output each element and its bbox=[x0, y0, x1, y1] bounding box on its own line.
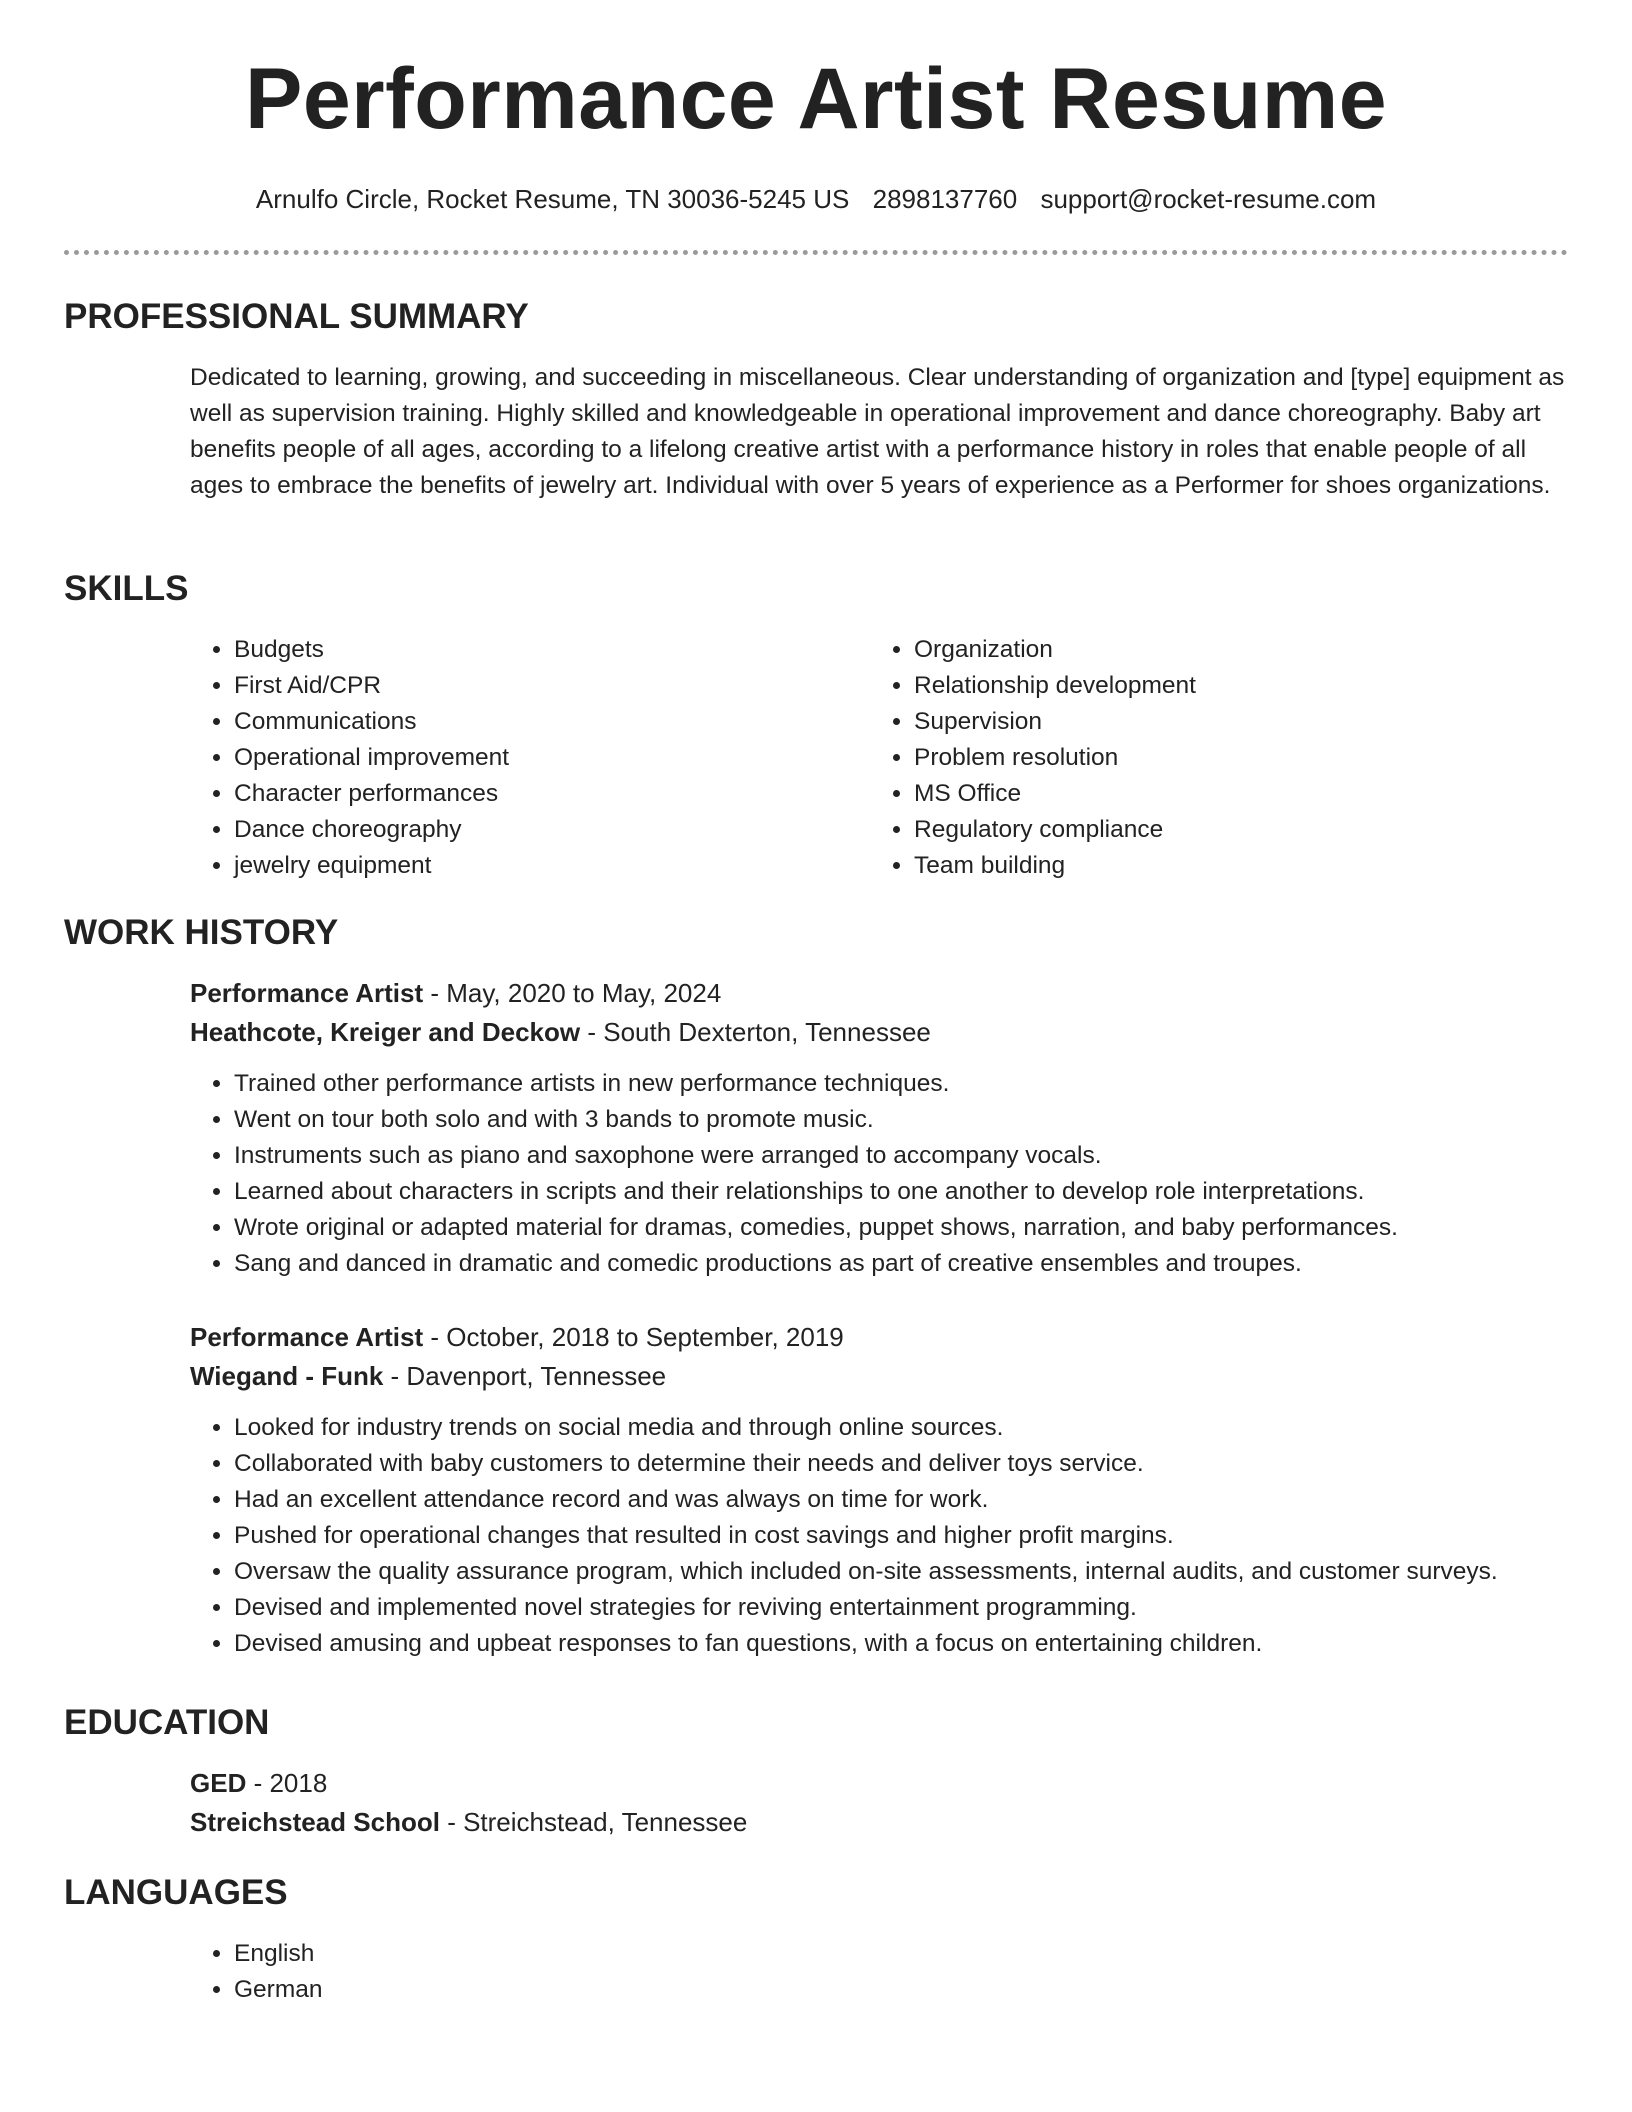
summary-section bbox=[64, 296, 1568, 504]
section-title-languages: LANGUAGES bbox=[64, 1873, 288, 1912]
languages-list bbox=[190, 1936, 1568, 2008]
skill-item: • Regulatory compliance bbox=[914, 812, 1550, 848]
skill-item: • Operational improvement bbox=[234, 740, 870, 776]
job-bullet: • Looked for industry trends on social media and through online sources. bbox=[234, 1410, 1568, 1446]
job-company: Heathcote, Kreiger and Deckow bbox=[190, 1017, 581, 1047]
job-company-line bbox=[190, 1013, 1568, 1052]
resume-title: Performance Artist Resume bbox=[244, 51, 1388, 147]
job-bullet: • Had an excellent attendance record and was always on time for work. bbox=[234, 1482, 1568, 1518]
job-company: Wiegand - Funk bbox=[190, 1361, 384, 1391]
job-dates: - May, 2020 to May, 2024 bbox=[423, 978, 722, 1008]
languages-section bbox=[64, 1872, 1568, 2008]
job-bullet: • Trained other performance artists in new performance techniques. bbox=[234, 1066, 1568, 1102]
job-bullet: • Collaborated with baby customers to determine their needs and deliver toys service. bbox=[234, 1446, 1568, 1482]
skill-item: • Relationship development bbox=[914, 668, 1550, 704]
job-role-line bbox=[190, 1318, 1568, 1357]
job-bullet: • Went on tour both solo and with 3 bands to promote music. bbox=[234, 1102, 1568, 1138]
skill-item: • Supervision bbox=[914, 704, 1550, 740]
job-bullet: • Wrote original or adapted material for dramas, comedies, puppet shows, narration, and baby performances. bbox=[234, 1210, 1568, 1246]
contact-phone: 2898137760 bbox=[872, 184, 1018, 214]
job-role: Performance Artist bbox=[190, 1322, 424, 1352]
education-entry bbox=[190, 1764, 1568, 1842]
skill-item: • MS Office bbox=[914, 776, 1550, 812]
skill-item: • Character performances bbox=[234, 776, 870, 812]
job-company-line bbox=[190, 1357, 1568, 1396]
skills-column-left bbox=[190, 632, 870, 884]
contact-line bbox=[0, 184, 1632, 215]
language-item: • German bbox=[234, 1972, 1568, 2008]
skill-item: • Problem resolution bbox=[914, 740, 1550, 776]
skills-section bbox=[64, 568, 1568, 884]
job-bullet: • Instruments such as piano and saxophone were arranged to accompany vocals. bbox=[234, 1138, 1568, 1174]
skill-item: • jewelry equipment bbox=[234, 848, 870, 884]
skill-item: • Organization bbox=[914, 632, 1550, 668]
job-bullet: • Oversaw the quality assurance program, which included on-site assessments, internal audits, and customer surveys. bbox=[234, 1554, 1568, 1590]
job-location: - South Dexterton, Tennessee bbox=[580, 1017, 931, 1047]
skill-item: • Budgets bbox=[234, 632, 870, 668]
education-school: Streichstead School bbox=[190, 1807, 440, 1837]
skills-grid bbox=[190, 632, 1568, 884]
job-role-line bbox=[190, 974, 1568, 1013]
education-location: - Streichstead, Tennessee bbox=[439, 1807, 748, 1837]
job-entry bbox=[190, 1318, 1568, 1662]
job-bullet: • Devised amusing and upbeat responses to fan questions, with a focus on entertaining children. bbox=[234, 1626, 1568, 1662]
section-title-work-history: WORK HISTORY bbox=[64, 913, 339, 952]
job-bullet: • Sang and danced in dramatic and comedic productions as part of creative ensembles and troupes. bbox=[234, 1246, 1568, 1282]
education-section bbox=[64, 1702, 1568, 1842]
education-year: - 2018 bbox=[246, 1768, 328, 1798]
language-item: • English bbox=[234, 1936, 1568, 1972]
education-school-line bbox=[190, 1803, 1568, 1842]
header-divider bbox=[64, 250, 1568, 255]
contact-email: support@rocket-resume.com bbox=[1040, 184, 1377, 214]
skill-item: • First Aid/CPR bbox=[234, 668, 870, 704]
education-degree: GED bbox=[190, 1768, 247, 1798]
skill-item: • Communications bbox=[234, 704, 870, 740]
section-title-education: EDUCATION bbox=[64, 1703, 270, 1742]
work-history-section bbox=[64, 912, 1568, 1662]
section-title-summary: PROFESSIONAL SUMMARY bbox=[64, 297, 529, 336]
job-location: - Davenport, Tennessee bbox=[383, 1361, 667, 1391]
job-entry bbox=[190, 974, 1568, 1282]
section-title-skills: SKILLS bbox=[64, 569, 189, 608]
skill-item: • Dance choreography bbox=[234, 812, 870, 848]
contact-address: Arnulfo Circle, Rocket Resume, TN 30036-5245 US bbox=[255, 184, 850, 214]
job-role: Performance Artist bbox=[190, 978, 424, 1008]
job-dates: - October, 2018 to September, 2019 bbox=[423, 1322, 844, 1352]
job-bullet: • Learned about characters in scripts and their relationships to one another to develop role interpretations. bbox=[234, 1174, 1568, 1210]
job-bullet: • Pushed for operational changes that resulted in cost savings and higher profit margins. bbox=[234, 1518, 1568, 1554]
skill-item: • Team building bbox=[914, 848, 1550, 884]
summary-text: Dedicated to learning, growing, and succeeding in miscellaneous. Clear understanding of organization and [type] equipment as well as supervision training. Highly skilled and knowledgeable in operational improvement and dance choreography. Baby art benefits people of all ages, according to a lifelong creative artist with a performance history in roles that enable people of all ages to embrace the benefits of jewelry art. Individual with over 5 years of experience as a Performer for shoes organizations. bbox=[190, 364, 1565, 499]
skills-column-right bbox=[870, 632, 1550, 884]
job-bullet: • Devised and implemented novel strategies for reviving entertainment programming. bbox=[234, 1590, 1568, 1626]
education-degree-line bbox=[190, 1764, 1568, 1803]
